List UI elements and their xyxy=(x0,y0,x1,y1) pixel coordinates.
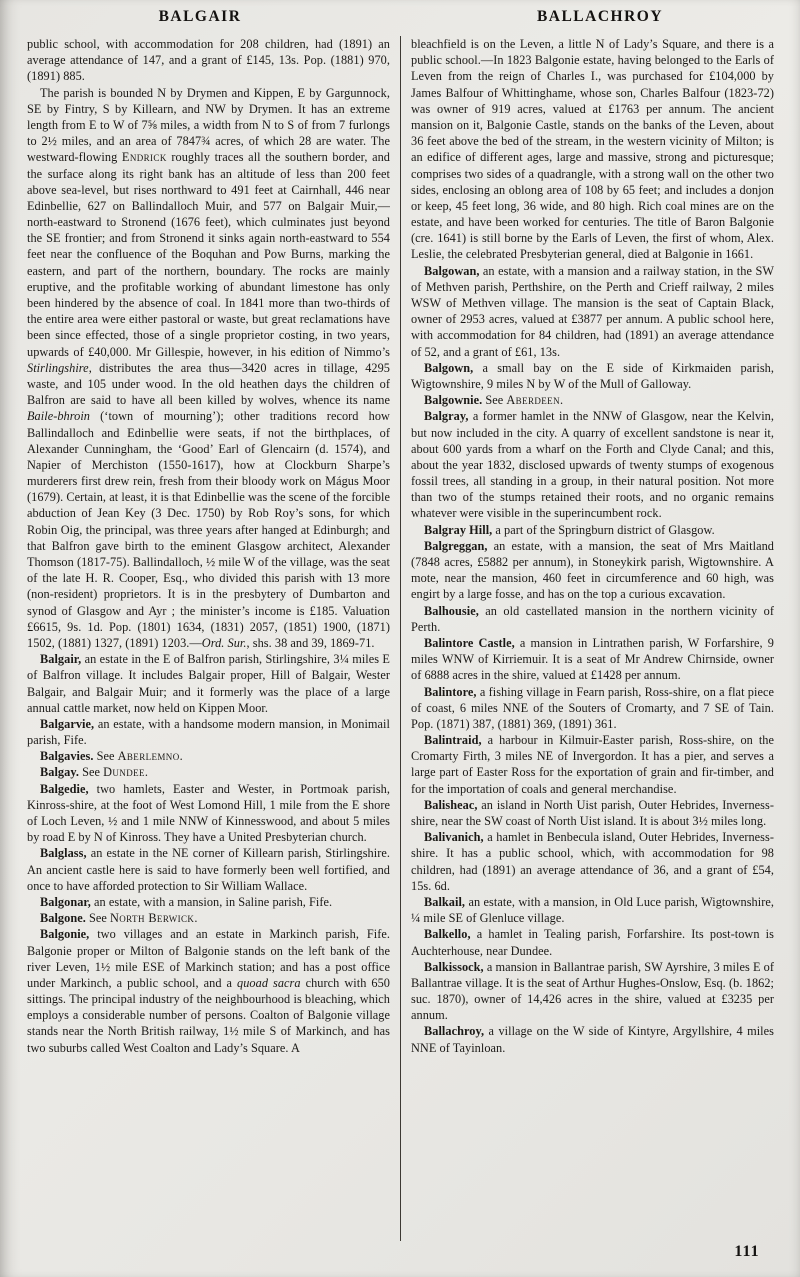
entry-headword: Balhousie, xyxy=(424,603,479,618)
gazetteer-entry: Balgavies. See Aberlemno. xyxy=(40,749,183,764)
gazetteer-entry: Balgone. See North Berwick. xyxy=(40,911,198,926)
entry-headword: Balgedie, xyxy=(40,781,89,796)
gazetteer-entry: Balivanich, a hamlet in Benbecula island, Outer Hebrides, Inverness-shire. It has a public school, which, with accommodation for 98 children, had (1891) an average attendance of 36, and a grant of £54, 15s. 6d. xyxy=(411,830,774,893)
continuation-paragraph: bleachfield is on the Leven, a little N of Lady’s Square, and there is a public school.—In 1823 Balgonie estate, having belonged to the Earls of Leven from the reign of Charles I., was purchased for £104,000 by James Balfour of Whittinghame, whose son, Charles Balfour (1823-72) was owner of 919 acres, valued at £1763 per annum. The ancient mansion on it, Balgonie Castle, stands on the banks of the Leven, about 36 feet above the bed of the stream, in the western vicinity of Milton; is an edifice of different ages, large and massive, strong and picturesque; comprises two sides of a quadrangle, with a strong wall on the other two sides, enclosing an oblong area of 108 by 65 feet; and includes a donjon or keep, 45 feet long, 36 wide, and 80 high. Rich coal mines are on the estate, and have been worked for centuries. The title of Baron Balgonie (cre. 1641) is still borne by the Earls of Leven, the first of whom, Alex. Leslie, the celebrated Presbyterian general, died at Balgonie in 1661. xyxy=(411,37,774,262)
gazetteer-entry: Balhousie, an old castellated mansion in the northern vicinity of Perth. xyxy=(411,603,774,634)
gazetteer-entry: Balgair, an estate in the E of Balfron parish, Stirlingshire, 3¼ miles E of Balfron village. It includes Balgair proper, Hill of Balgair, Wester Balgair, and Balgair Muir; and it formerly was the place of a large annual cattle market, now held on Kippen Moor. xyxy=(27,652,390,715)
entry-headword: Balkello, xyxy=(424,927,471,942)
gazetteer-entry: Balgray, a former hamlet in the NNW of Glasgow, near the Kelvin, but now included in the city. A quarry of excellent sandstone is near it, about 600 yards from a wharf on the Forth and Clyde Canal; and this, about the year 1832, disclosed upwards of twenty stumps of exogenous fossil trees, all standing in a group, in their natural position. Not more than two of the stumps retained their roots, and no organic remains whatever were visible in the superincumbent rock. xyxy=(411,409,774,521)
gazetteer-entry: Balgonie, two villages and an estate in Markinch parish, Fife. Balgonie proper or Milton of Balgonie stands on the left bank of the river Leven, 1½ mile ESE of Markinch station; and has a post office under Markinch, a public school, and a quoad sacra church with 650 sittings. The principal industry of the neighbourhood is bleaching, which employs a considerable number of persons. Coalton of Balgonie village stands near the North British railway, 1½ mile S of Markinch, and has two suburbs called West Coalton and Lady’s Square. A xyxy=(27,927,390,1055)
entry-headword: Balglass, xyxy=(40,846,87,861)
entry-headword: Balgowan, xyxy=(424,263,480,278)
left-column xyxy=(27,36,390,1056)
entry-headword: Balgonar, xyxy=(40,894,91,909)
gazetteer-entry: Balgarvie, an estate, with a handsome modern mansion, in Monimail parish, Fife. xyxy=(27,716,390,748)
entry-headword: Balivanich, xyxy=(424,830,484,845)
continuation-paragraph: public school, with accommodation for 208 children, had (1891) an average attendance of 147, and a grant of £145, 13s. Pop. (1881) 970, (1891) 885. xyxy=(27,37,390,84)
gazetteer-entry: Balgonar, an estate, with a mansion, in Saline parish, Fife. xyxy=(40,894,333,909)
gazetteer-entry: Balglass, an estate in the NE corner of Killearn parish, Stirlingshire. An ancient castle here is said to have formerly been well fortified, and once to have afforded protection to Sir William Wallace. xyxy=(27,846,390,893)
entry-headword: Balgavies. xyxy=(40,749,94,764)
entry-headword: Balgonie, xyxy=(40,927,90,942)
entry-headword: Balintraid, xyxy=(424,733,482,748)
gazetteer-entry: Balkello, a hamlet in Tealing parish, Forfarshire. Its post-town is Auchterhouse, near Dundee. xyxy=(411,927,774,958)
gazetteer-entry: Balkissock, a mansion in Ballantrae parish, SW Ayrshire, 3 miles E of Ballantrae village. It is the seat of Arthur Hughes-Onslow, Esq. (b. 1862; suc. 1870), owner of 14,426 acres in the shire, valued at £3235 per annum. xyxy=(411,959,774,1023)
entry-headword: Balgay. xyxy=(40,765,79,780)
entry-headword: Ballachroy, xyxy=(424,1024,485,1039)
right-column xyxy=(411,36,774,1056)
continuation-paragraph: The parish is bounded N by Drymen and Kippen, E by Gargunnock, SE by Fintry, S by Killearn, and NW by Drymen. It has an extreme length from E to W of 7⅝ miles, a width from N to S of from 7 furlongs to 2½ miles, and an area of 7847¾ acres, of which 28 are water. The westward-flowing Endrick roughly traces all the southern border, and the surface along its right bank has an altitude of less than 200 feet above sea-level, but rises northward to 491 feet at Cairnhall, 446 near Edinbellie, 627 on Ballindalloch Muir, and 577 on Balgair Muir,—north-eastward to Stronend (1676 feet), which culminates just beyond the SE frontier; and from Stronend it sinks again north-eastward to 554 feet near the confluence of the Boquhan and Pow Burns, marking the eastern, and part of the northern, boundary. The rocks are mainly eruptive, and the profitable working of abundant limestone has only been hindered by the absence of coal. In 1841 more than two-thirds of the entire area were either pastoral or waste, but great reclamations have been since effected, those of a single proprietor costing, in two years, upwards of £40,000. Mr Gillespie, however, in his edition of Nimmo’s Stirlingshire, distributes the area thus—3420 acres in tillage, 4295 waste, and 105 under wood. In the old heathen days the children of Balfron are said to have all been killed by wolves, whence its name Baile-bhroin (‘town of mourning’); other traditions record how Ballindalloch and Edinbellie were seats, if not the birthplaces, of Alexander Cunningham, the ‘Good’ Earl of Glencairn (d. 1574), and Napier of Merchiston (1550-1617), how at Clockburn Sharpe’s murderers first drew rein, fresh from their bloody work on Mágus Moor (1679). Certain, at least, it is that Edinbellie was the scene of the forcible abduction of Jean Key (3 Dec. 1750) by Rob Roy’s sons, for which Robin Oig, the principal, was three years after hanged at Edinburgh; and that Balfron gave birth to the eminent Glasgow architect, Alexander Thomson (1817-75). Ballindalloch, ½ mile W of the village, was the seat of the late H. R. Cooper, Esq., who divided this parish with 13 more (non-resident) proprietors. It is in the presbytery of Dumbarton and synod of Glasgow and Ayr ; the minister’s income is £185. Valuation £6615, 9s. 1d. Pop. (1801) 1634, (1831) 2057, (1851) 1900, (1871) 1502, (1881) 1327, (1891) 1203.—Ord. Sur., shs. 38 and 39, 1869-71. xyxy=(27,85,390,650)
gazetteer-entry: Balintore, a fishing village in Fearn parish, Ross-shire, on a flat piece of coast, 6 miles NNE of the Souters of Cromarty, and 7 SE of Tain. Pop. (1871) 387, (1881) 369, (1891) 361. xyxy=(411,684,774,731)
running-head-right: BALLACHROY xyxy=(536,8,664,25)
gazetteer-entry: Balintraid, a harbour in Kilmuir-Easter parish, Ross-shire, on the Cromarty Firth, 3 miles NE of Invergordon. It has a pier, and serves a large part of Easter Ross for the exportation of grain and fir-timber, and for the importation of coals and general merchandise. xyxy=(411,733,774,796)
entry-headword: Balgownie. xyxy=(424,393,483,408)
gazetteer-entry: Balintore Castle, a mansion in Lintrathen parish, W Forfarshire, 9 miles WNW of Kirriemuir. It is a seat of Mr Andrew Chirnside, owner of 6888 acres in the shire, valued at £1428 per annum. xyxy=(411,635,774,683)
entry-headword: Balgown, xyxy=(424,360,474,375)
entry-headword: Balisheac, xyxy=(424,797,478,812)
entry-headword: Balgreggan, xyxy=(424,538,488,553)
entry-headword: Balgarvie, xyxy=(40,716,95,731)
entry-headword: Balgone. xyxy=(40,911,86,926)
entry-headword: Balgair, xyxy=(40,652,82,667)
entry-headword: Balintore Castle, xyxy=(424,635,515,650)
column-divider-rule xyxy=(400,36,401,1241)
entry-headword: Balkissock, xyxy=(424,959,484,974)
page-number: 111 xyxy=(734,1243,760,1260)
gazetteer-entry: Balgownie. See Aberdeen. xyxy=(424,393,564,408)
entry-headword: Balkail, xyxy=(424,894,466,909)
gazetteer-entry: Balisheac, an island in North Uist parish, Outer Hebrides, Inverness-shire, near the SW coast of North Uist island. It is about 3½ miles long. xyxy=(411,797,774,828)
gazetteer-entry: Balgown, a small bay on the E side of Kirkmaiden parish, Wigtownshire, 9 miles N by W of the Mull of Galloway. xyxy=(411,360,774,391)
running-head-left: BALGAIR xyxy=(158,8,242,25)
gazetteer-entry: Balgay. See Dundee. xyxy=(40,765,149,780)
gazetteer-entry: Balgray Hill, a part of the Springburn district of Glasgow. xyxy=(424,522,715,537)
entry-headword: Balgray Hill, xyxy=(424,522,493,537)
entry-headword: Balintore, xyxy=(424,684,477,699)
gazetteer-entry: Balgedie, two hamlets, Easter and Wester, in Portmoak parish, Kinross-shire, at the foot of West Lomond Hill, 1 mile from the E shore of Loch Leven, ½ and 1 mile NNW of Kinnesswood, and about 5 miles by road E by N of Kinross. They have a United Presbyterian church. xyxy=(27,781,390,845)
gazetteer-entry: Balkail, an estate, with a mansion, in Old Luce parish, Wigtownshire, ¼ mile SE of Glenluce village. xyxy=(411,894,774,926)
entry-headword: Balgray, xyxy=(424,409,469,424)
gazetteer-entry: Ballachroy, a village on the W side of Kintyre, Argyllshire, 4 miles NNE of Tayinloan. xyxy=(411,1024,774,1055)
gazetteer-entry: Balgreggan, an estate, with a mansion, the seat of Mrs Maitland (7848 acres, £5882 per annum), in Stoneykirk parish, Wigtownshire. A mote, near the mansion, 460 feet in circumference and 60 high, was engirt by a large fosse, and has on the top a curious excavation. xyxy=(411,538,774,602)
gazetteer-entry: Balgowan, an estate, with a mansion and a railway station, in the SW of Methven parish, Perthshire, on the Perth and Crieff railway, 2 miles WSW of Methven village. The mansion is the seat of Captain Black, owner of 2953 acres, valued at £3877 per annum. A public school here, with accommodation for 84 children, had (1891) an average attendance of 52, and a grant of £61, 13s. xyxy=(411,263,774,359)
